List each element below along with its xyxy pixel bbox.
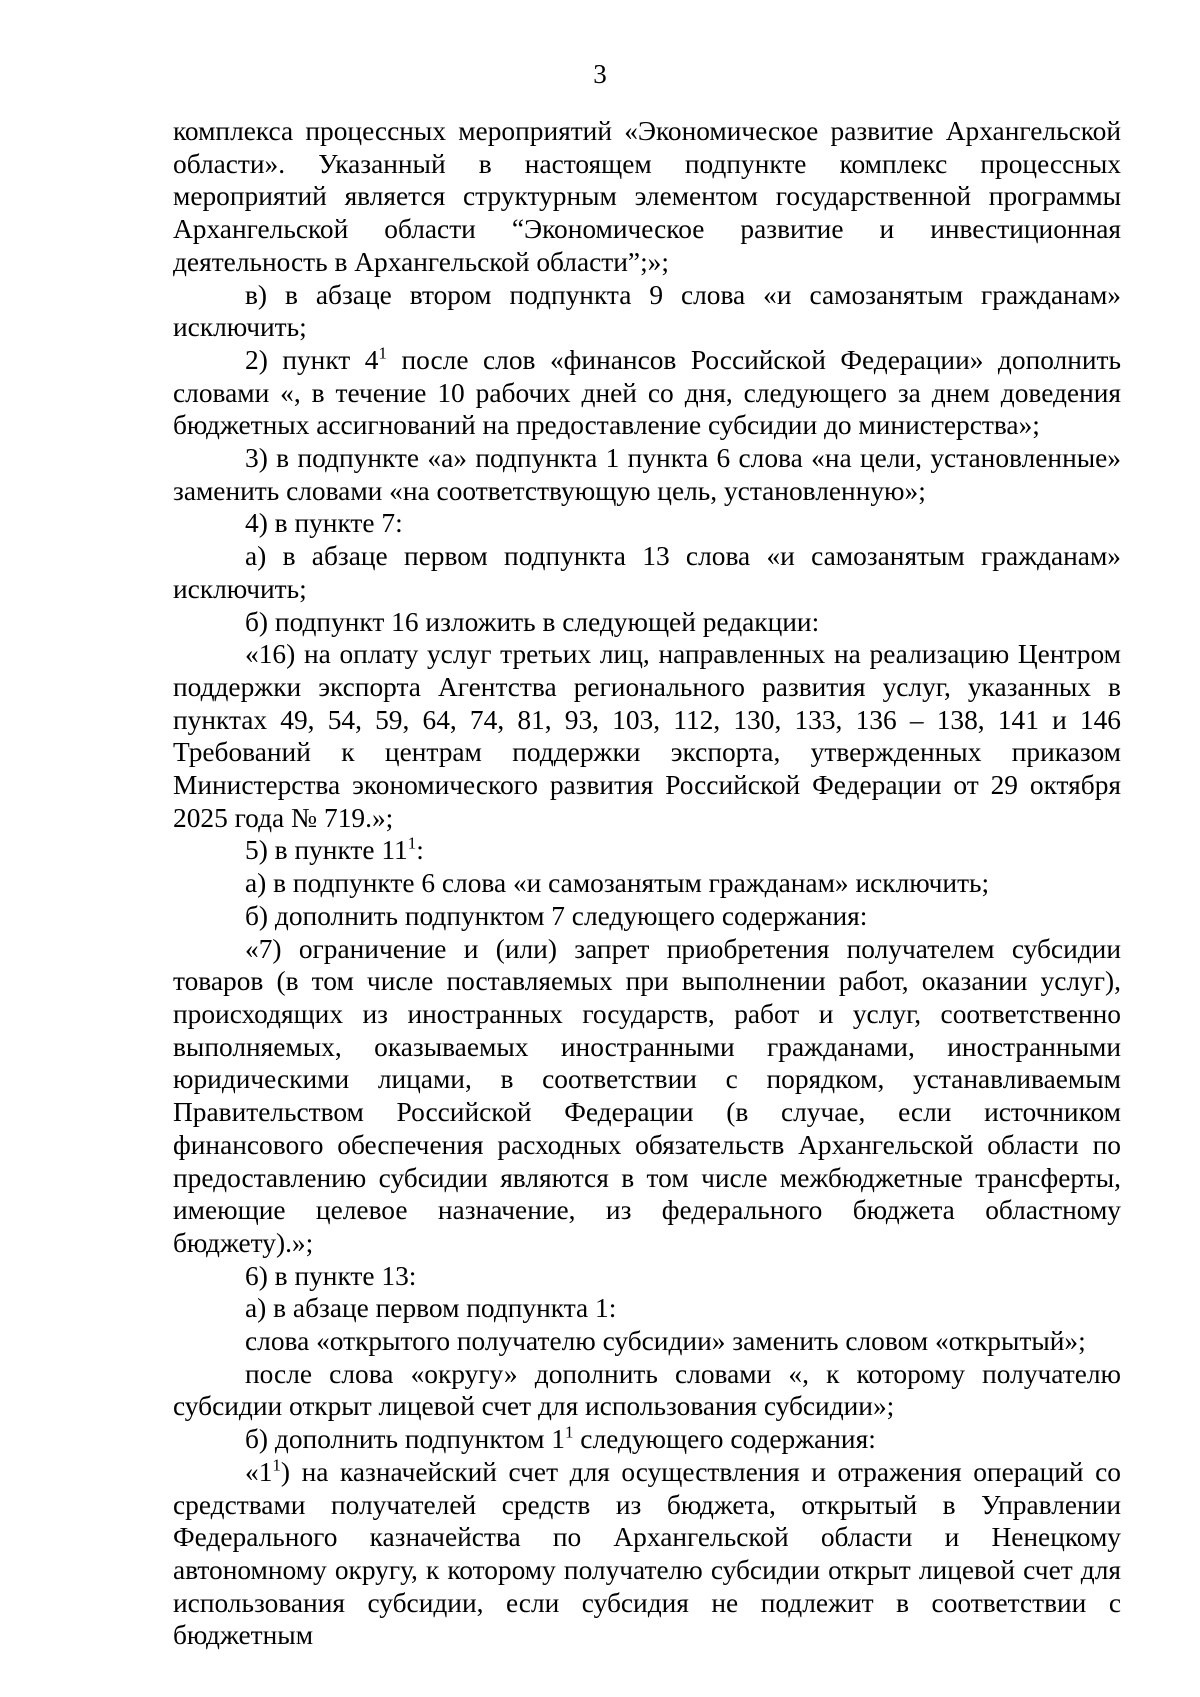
paragraph-text: 2) пункт 4 <box>245 344 379 375</box>
superscript: 1 <box>407 833 417 853</box>
paragraph-text: б) дополнить подпунктом 1 <box>245 1424 565 1455</box>
paragraph: 3) в подпункте «а» подпункта 1 пункта 6 слова «на цели, установленные» заменить словами «на соответствующую цель, установленную»; <box>173 443 1121 506</box>
paragraph: а) в подпункте 6 слова «и самозанятым гражданам» исключить; <box>245 868 990 899</box>
paragraph-text: : <box>416 835 424 866</box>
paragraph: б) дополнить подпунктом 7 следующего содержания: <box>245 900 868 931</box>
paragraph: 6) в пункте 13: <box>245 1260 417 1291</box>
paragraph-text: после слов «финансов Российской Федерации» дополнить словами «, в течение 10 рабочих дней со дня, следующего за днем доведения бюджетных ассигнований на предоставление субсидии до министерства»; <box>173 344 1122 441</box>
paragraph <box>173 1456 1121 1652</box>
paragraph-text: «1 <box>245 1456 273 1487</box>
paragraph <box>173 1423 1121 1456</box>
paragraph: в) в абзаце втором подпункта 9 слова «и самозанятым гражданам» исключить; <box>173 279 1121 343</box>
paragraph: после слова «округу» дополнить словами «, к которому получателю субсидии открыт лицевой счет для использования субсидии»; <box>173 1358 1121 1422</box>
page-number: 3 <box>593 59 607 89</box>
paragraph-text: следующего содержания: <box>573 1424 876 1455</box>
paragraph <box>173 834 1121 867</box>
paragraph <box>173 344 1121 442</box>
paragraph: а) в абзаце первом подпункта 1: <box>245 1293 617 1324</box>
paragraph-text: 5) в пункте 11 <box>245 835 408 866</box>
paragraph: «7) ограничение и (или) запрет приобретения получателем субсидии товаров (в том числе поставляемых при выполнении работ, оказании услуг), происходящих из иностранных государств, работ и услуг, соответственно выполняемых, оказываемых иностранными гражданами, иностранными юридическими лицами, в соответствии с порядком, устанавливаемым Правительством Российской Федерации (в случае, если источником финансового обеспечения расходных обязательств Архангельской области по предоставлению субсидии являются в том числе межбюджетные трансферты, имеющие целевое назначение, из федерального бюджета областному бюджету).»; <box>173 933 1121 1258</box>
paragraph-text: ) на казначейский счет для осуществления и отражения операций со средствами получателей средств из бюджета, открытый в Управлении Федерального казначейства по Архангельской области и Ненецкому автономному округу, к которому получателю субсидии открыт лицевой счет для использования субсидии, если субсидия не подлежит в соответствии с бюджетным <box>173 1456 1121 1651</box>
superscript: 1 <box>378 343 387 363</box>
superscript: 1 <box>272 1455 281 1475</box>
paragraph: «16) на оплату услуг третьих лиц, направленных на реализацию Центром поддержки экспорта Агентства регионального развития услуг, указанных в пунктах 49, 54, 59, 64, 74, 81, 93, 103, 112, 130, 133, 136 – 138, 141 и 146 Требований к центрам поддержки экспорта, утвержденных приказом Министерства экономического развития Российской Федерации от 29 октября 2025 года № 719.»; <box>173 639 1121 833</box>
paragraph: слова «открытого получателю субсидии» заменить словом «открытый»; <box>245 1326 1086 1357</box>
paragraph: комплекса процессных мероприятий «Экономическое развитие Архангельской области». Указанный в настоящем подпункте комплекс процессных мероприятий является структурным элементом государственной программы Архангельской области “Экономическое развитие и инвестиционная деятельность в Архангельской области”;»; <box>173 116 1121 277</box>
paragraph: 4) в пункте 7: <box>245 508 403 539</box>
paragraph: б) подпункт 16 изложить в следующей редакции: <box>245 606 820 637</box>
paragraph: а) в абзаце первом подпункта 13 слова «и самозанятым гражданам» исключить; <box>173 541 1121 604</box>
document-body <box>173 115 1121 1652</box>
superscript: 1 <box>564 1422 574 1442</box>
